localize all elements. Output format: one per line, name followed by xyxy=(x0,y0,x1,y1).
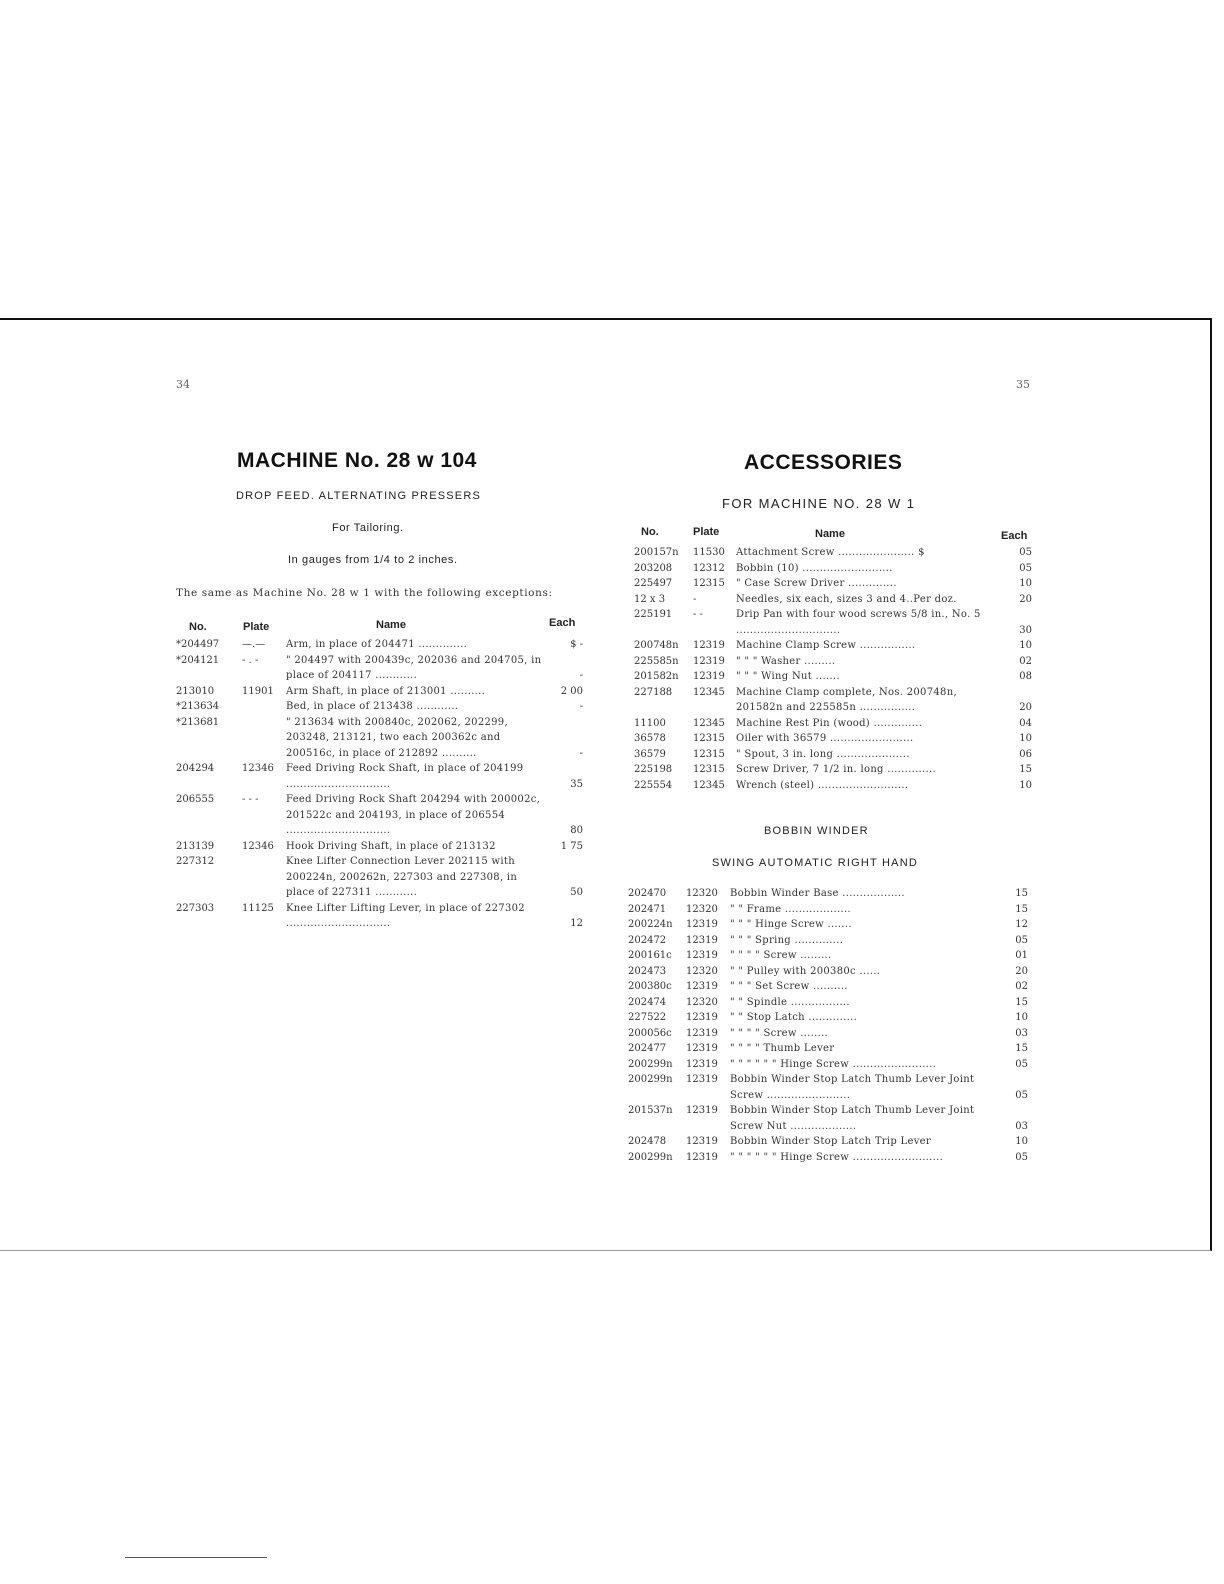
table-row xyxy=(628,1072,1028,1103)
col-name-right: Name xyxy=(815,528,845,540)
table-row xyxy=(628,917,1028,933)
table-row xyxy=(176,715,583,762)
part-price: 03 xyxy=(1015,1027,1028,1039)
part-price: 02 xyxy=(1015,981,1028,992)
col-name-left: Name xyxy=(376,619,406,631)
table-row xyxy=(176,637,583,653)
plate-number: 12320 xyxy=(686,903,718,915)
part-name: Knee Lifter Lifting Lever, in place of 227302 .............................. xyxy=(286,902,525,929)
part-number: 204294 xyxy=(176,763,215,774)
table-row xyxy=(634,654,1032,670)
part-price: 10 xyxy=(1019,578,1032,589)
table-row xyxy=(634,561,1032,577)
plate-number: 12345 xyxy=(693,779,725,791)
part-price: - xyxy=(579,747,583,759)
part-number: 202474 xyxy=(628,996,667,1008)
plate-number: 12345 xyxy=(693,717,725,729)
part-price: 05 xyxy=(1019,547,1032,558)
part-price: 12 xyxy=(570,918,583,929)
part-price: 06 xyxy=(1019,748,1032,760)
part-number: *204121 xyxy=(176,654,220,666)
part-price: 12 xyxy=(1015,919,1028,930)
plate-number: 12346 xyxy=(242,763,274,774)
part-name: " 213634 with 200840c, 202062, 202299, 203248, 213121, two each 200362c and 200516c, in place of 212892 .......... xyxy=(286,716,508,759)
table-row xyxy=(634,731,1032,747)
part-number: 201537n xyxy=(628,1105,673,1116)
plate-number: —.— xyxy=(242,639,266,650)
part-number: 225198 xyxy=(634,764,673,775)
table-row xyxy=(176,761,583,792)
part-number: 202472 xyxy=(628,934,667,946)
col-no-right: No. xyxy=(641,526,659,538)
accessories-table xyxy=(634,545,1032,793)
table-row xyxy=(628,1010,1028,1026)
table-row xyxy=(176,839,583,855)
plate-number: 11901 xyxy=(242,685,274,697)
part-number: 225191 xyxy=(634,609,673,620)
table-row xyxy=(628,886,1028,902)
part-name: " " " Washer ......... xyxy=(736,655,836,667)
part-price: 05 xyxy=(1015,1151,1028,1163)
part-number: 225554 xyxy=(634,779,673,791)
exceptions-intro: The same as Machine No. 28 w 1 with the following exceptions: xyxy=(176,587,553,599)
part-number: *213681 xyxy=(176,716,220,728)
col-each-right: Each xyxy=(1001,530,1028,542)
plate-number: - xyxy=(693,593,697,605)
part-name: " Spout, 3 in. long ..................... xyxy=(736,748,910,760)
part-price: 20 xyxy=(1019,593,1032,605)
part-name: Oiler with 36579 ........................ xyxy=(736,733,914,744)
left-parts-table xyxy=(176,637,583,932)
part-price: 80 xyxy=(570,825,583,836)
plate-number: 12319 xyxy=(693,640,725,651)
part-name: Machine Clamp complete, Nos. 200748n, 201582n and 225585n ................ xyxy=(736,686,957,713)
table-row xyxy=(176,653,583,684)
part-price: 20 xyxy=(1015,965,1028,977)
part-price: 15 xyxy=(1015,1043,1028,1054)
table-row xyxy=(634,778,1032,794)
col-no-left: No. xyxy=(189,621,207,633)
usage-note: For Tailoring. xyxy=(332,522,404,534)
part-price: 15 xyxy=(1015,996,1028,1008)
plate-number: 12315 xyxy=(693,733,725,744)
plate-number: 12319 xyxy=(686,934,718,946)
part-name: " " " Hinge Screw ....... xyxy=(730,919,852,930)
part-number: 200224n xyxy=(628,919,673,930)
plate-number: 12319 xyxy=(686,1151,718,1163)
table-row xyxy=(176,699,583,715)
table-row xyxy=(634,762,1032,778)
part-price: 05 xyxy=(1015,1089,1028,1101)
part-price: 10 xyxy=(1015,1136,1028,1147)
part-name: Bobbin Winder Stop Latch Thumb Lever Joint Screw ........................ xyxy=(730,1074,975,1101)
part-name: Knee Lifter Connection Lever 202115 with 200224n, 200262n, 227303 and 227308, in place of 227311 ............ xyxy=(286,856,518,898)
part-name: Needles, six each, sizes 3 and 4..Per doz. xyxy=(736,593,957,605)
part-price: 10 xyxy=(1015,1012,1028,1023)
table-row xyxy=(628,1041,1028,1057)
part-name: " " Spindle ................. xyxy=(730,996,850,1008)
machine-title: MACHINE No. 28 w 104 xyxy=(237,449,477,472)
table-row xyxy=(634,669,1032,685)
part-number: 202478 xyxy=(628,1136,667,1147)
part-number: 200299n xyxy=(628,1058,673,1070)
col-plate-right: Plate xyxy=(693,526,720,538)
footer-link-underline[interactable] xyxy=(125,1557,267,1558)
part-number: 36578 xyxy=(634,733,666,744)
part-price: 1 75 xyxy=(560,840,583,852)
part-name: " " " " Screw ......... xyxy=(730,950,832,961)
table-row xyxy=(628,902,1028,918)
plate-number: 12315 xyxy=(693,748,725,760)
part-number: 227188 xyxy=(634,686,673,698)
part-number: 213139 xyxy=(176,840,215,852)
plate-number: - - xyxy=(693,609,703,620)
plate-number: 12320 xyxy=(686,965,718,977)
table-row xyxy=(628,1150,1028,1166)
part-name: " " " Wing Nut ....... xyxy=(736,671,840,682)
plate-number: 12319 xyxy=(693,655,725,667)
part-price: 05 xyxy=(1015,1058,1028,1070)
part-name: Bobbin Winder Stop Latch Trip Lever xyxy=(730,1136,931,1147)
part-price: 10 xyxy=(1019,640,1032,651)
part-name: Drip Pan with four wood screws 5/8 in., No. 5 .............................. xyxy=(736,609,981,636)
table-row xyxy=(628,979,1028,995)
part-number: 201582n xyxy=(634,671,679,682)
plate-number: 12319 xyxy=(686,1136,718,1147)
part-number: *213634 xyxy=(176,701,220,712)
part-price: 05 xyxy=(1019,562,1032,574)
part-name: Bobbin Winder Stop Latch Thumb Lever Joint Screw Nut ................... xyxy=(730,1105,975,1132)
table-row xyxy=(628,933,1028,949)
table-row xyxy=(176,854,583,901)
plate-number: 12319 xyxy=(686,1043,718,1054)
part-number: 202470 xyxy=(628,888,667,899)
part-price: 20 xyxy=(1019,702,1032,713)
plate-number: 12345 xyxy=(693,686,725,698)
gauge-note: In gauges from 1/4 to 2 inches. xyxy=(288,554,458,566)
part-number: 200380c xyxy=(628,981,672,992)
part-number: 213010 xyxy=(176,685,215,697)
plate-number: - . - xyxy=(242,654,259,666)
plate-number: 11125 xyxy=(242,902,274,914)
part-name: " " " " Screw ........ xyxy=(730,1027,829,1039)
part-number: 227312 xyxy=(176,856,215,867)
table-row xyxy=(628,1026,1028,1042)
plate-number: 12319 xyxy=(686,1058,718,1070)
part-number: 36579 xyxy=(634,748,666,760)
part-number: *204497 xyxy=(176,639,220,650)
winder-subheading: SWING AUTOMATIC RIGHT HAND xyxy=(712,857,918,869)
part-number: 227522 xyxy=(628,1012,667,1023)
part-name: " " " Set Screw .......... xyxy=(730,981,848,992)
table-row xyxy=(634,607,1032,638)
plate-number: 12319 xyxy=(686,1027,718,1039)
part-price: 05 xyxy=(1015,934,1028,946)
part-name: Bobbin Winder Base .................. xyxy=(730,888,905,899)
part-price: 15 xyxy=(1015,888,1028,899)
plate-number: 12320 xyxy=(686,996,718,1008)
table-row xyxy=(634,638,1032,654)
table-row xyxy=(176,901,583,932)
part-number: 202471 xyxy=(628,903,667,915)
table-row xyxy=(628,964,1028,980)
part-number: 200056c xyxy=(628,1027,672,1039)
part-price: 04 xyxy=(1019,717,1032,729)
plate-number: 12346 xyxy=(242,840,274,852)
table-row xyxy=(634,747,1032,763)
part-number: 202473 xyxy=(628,965,667,977)
winder-heading: BOBBIN WINDER xyxy=(764,825,869,837)
page-number-left: 34 xyxy=(176,378,190,391)
table-row xyxy=(176,684,583,700)
part-name: Hook Driving Shaft, in place of 213132 xyxy=(286,840,496,852)
part-price: 10 xyxy=(1019,779,1032,791)
part-price: 2 00 xyxy=(560,685,583,697)
part-name: Machine Clamp Screw ................ xyxy=(736,640,916,651)
plate-number: 12315 xyxy=(693,578,725,589)
part-name: Bed, in place of 213438 ............ xyxy=(286,701,459,712)
col-plate-left: Plate xyxy=(243,621,270,633)
plate-number: 12315 xyxy=(693,764,725,775)
table-row xyxy=(634,592,1032,608)
part-name: " 204497 with 200439c, 202036 and 204705, in place of 204117 ............ xyxy=(286,654,542,681)
table-row xyxy=(634,576,1032,592)
part-name: " " Stop Latch .............. xyxy=(730,1012,858,1023)
part-number: 200161c xyxy=(628,950,672,961)
part-price: - xyxy=(579,670,583,681)
part-price: 01 xyxy=(1015,950,1028,961)
plate-number: 12319 xyxy=(686,1012,718,1023)
plate-number: - - - xyxy=(242,794,259,805)
table-row xyxy=(628,1103,1028,1134)
part-price: 35 xyxy=(570,778,583,790)
table-row xyxy=(634,545,1032,561)
part-name: " " " " " " Hinge Screw ........................ xyxy=(730,1058,937,1070)
plate-number: 12319 xyxy=(686,950,718,961)
page-number-right: 35 xyxy=(1016,378,1030,391)
table-row xyxy=(634,716,1032,732)
plate-number: 12312 xyxy=(693,562,725,574)
plate-number: 12319 xyxy=(686,919,718,930)
part-name: Attachment Screw ...................... $ xyxy=(736,547,925,558)
part-number: 200299n xyxy=(628,1074,673,1085)
part-name: " " Frame ................... xyxy=(730,903,851,915)
part-number: 203208 xyxy=(634,562,673,574)
part-price: 15 xyxy=(1015,903,1028,915)
part-name: Arm Shaft, in place of 213001 .......... xyxy=(286,685,486,697)
part-number: 200299n xyxy=(628,1151,673,1163)
part-price: 10 xyxy=(1019,733,1032,744)
plate-number: 12319 xyxy=(686,1074,718,1085)
table-row xyxy=(628,1057,1028,1073)
part-number: 206555 xyxy=(176,794,215,805)
part-name: " Case Screw Driver .............. xyxy=(736,578,897,589)
plate-number: 12319 xyxy=(686,981,718,992)
part-number: 225585n xyxy=(634,655,679,667)
part-name: Machine Rest Pin (wood) .............. xyxy=(736,717,923,729)
part-number: 227303 xyxy=(176,902,215,914)
part-number: 200157n xyxy=(634,547,679,558)
table-row xyxy=(176,792,583,839)
part-price: 03 xyxy=(1015,1120,1028,1132)
part-number: 202477 xyxy=(628,1043,667,1054)
part-name: Screw Driver, 7 1/2 in. long .............. xyxy=(736,764,936,775)
plate-number: 12319 xyxy=(693,671,725,682)
part-number: 225497 xyxy=(634,578,673,589)
part-number: 12 x 3 xyxy=(634,593,666,605)
table-row xyxy=(628,995,1028,1011)
plate-number: 11530 xyxy=(693,547,725,558)
part-number: 11100 xyxy=(634,717,666,729)
part-price: 08 xyxy=(1019,671,1032,682)
table-row xyxy=(634,685,1032,716)
accessories-title: ACCESSORIES xyxy=(744,451,903,474)
part-price: 02 xyxy=(1019,655,1032,667)
part-name: Wrench (steel) .......................... xyxy=(736,779,909,791)
part-price: 15 xyxy=(1019,764,1032,775)
part-price: - xyxy=(579,701,583,712)
part-name: Arm, in place of 204471 .............. xyxy=(286,639,468,650)
part-name: " " Pulley with 200380c ...... xyxy=(730,965,881,977)
part-name: Bobbin (10) .......................... xyxy=(736,562,893,574)
part-name: Feed Driving Rock Shaft 204294 with 200002c, 201522c and 204193, in place of 206554 .............................. xyxy=(286,794,541,836)
part-number: 200748n xyxy=(634,640,679,651)
table-row xyxy=(628,1134,1028,1150)
part-name: Feed Driving Rock Shaft, in place of 204199 .............................. xyxy=(286,763,524,790)
part-price: 30 xyxy=(1019,624,1032,636)
winder-table xyxy=(628,886,1028,1165)
col-each-left: Each xyxy=(549,617,576,629)
table-row xyxy=(628,948,1028,964)
machine-subtitle: DROP FEED. ALTERNATING PRESSERS xyxy=(236,490,482,502)
part-name: " " " Spring .............. xyxy=(730,934,844,946)
part-price: $ - xyxy=(570,639,583,650)
part-price: 50 xyxy=(570,887,583,898)
part-name: " " " " " " Hinge Screw .......................... xyxy=(730,1151,944,1163)
plate-number: 12320 xyxy=(686,888,718,899)
part-name: " " " " Thumb Lever xyxy=(730,1043,835,1054)
plate-number: 12319 xyxy=(686,1105,718,1116)
accessories-subtitle: FOR MACHINE NO. 28 W 1 xyxy=(722,496,916,511)
